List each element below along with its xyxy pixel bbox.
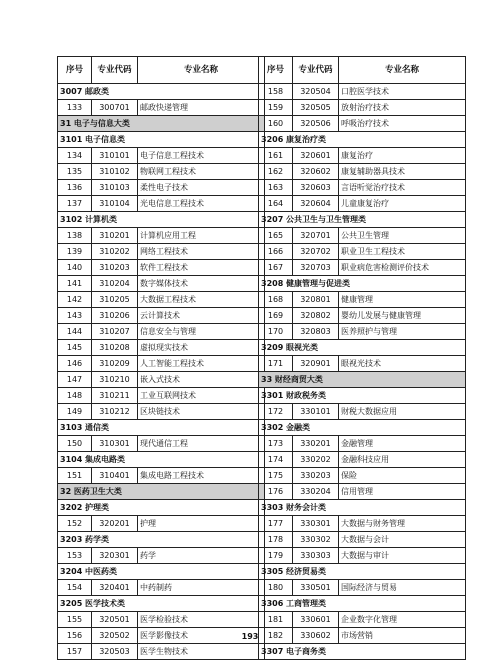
- code-cell: 310209: [92, 356, 138, 372]
- category-row: [259, 564, 466, 580]
- code-cell: 330203: [293, 468, 339, 484]
- seq-cell: 152: [58, 516, 92, 532]
- seq-cell: 138: [58, 228, 92, 244]
- seq-cell: 179: [259, 548, 293, 564]
- category-label: 3202 护理类: [58, 500, 265, 516]
- name-cell: 药学: [138, 548, 265, 564]
- table-row: [58, 100, 265, 116]
- major-category-row: [259, 372, 466, 388]
- category-label: 3205 医学技术类: [58, 596, 265, 612]
- category-row: [259, 276, 466, 292]
- seq-cell: 176: [259, 484, 293, 500]
- category-label: 3203 药学类: [58, 532, 265, 548]
- code-cell: 320401: [92, 580, 138, 596]
- name-cell: 大数据与财务管理: [339, 516, 466, 532]
- table-row: [58, 388, 265, 404]
- name-cell: 放射治疗技术: [339, 100, 466, 116]
- code-cell: 320701: [293, 228, 339, 244]
- code-cell: 330303: [293, 548, 339, 564]
- table-row: [58, 276, 265, 292]
- name-cell: 国际经济与贸易: [339, 580, 466, 596]
- name-cell: 金融管理: [339, 436, 466, 452]
- seq-cell: 137: [58, 196, 92, 212]
- header-row: [58, 57, 265, 84]
- code-cell: 310202: [92, 244, 138, 260]
- code-cell: 320506: [293, 116, 339, 132]
- category-label: 3303 财务会计类: [259, 500, 466, 516]
- category-row: [58, 84, 265, 100]
- category-row: [259, 388, 466, 404]
- seq-cell: 182: [259, 628, 293, 644]
- category-row: [259, 132, 466, 148]
- name-cell: 职业病危害检测评价技术: [339, 260, 466, 276]
- name-cell: 大数据与会计: [339, 532, 466, 548]
- seq-cell: 170: [259, 324, 293, 340]
- table-row: [259, 436, 466, 452]
- code-cell: 310207: [92, 324, 138, 340]
- name-cell: 信息安全与管理: [138, 324, 265, 340]
- category-label: 32 医药卫生大类: [58, 484, 265, 500]
- seq-cell: 149: [58, 404, 92, 420]
- name-cell: 集成电路工程技术: [138, 468, 265, 484]
- category-row: [259, 212, 466, 228]
- seq-cell: 135: [58, 164, 92, 180]
- seq-cell: 134: [58, 148, 92, 164]
- code-cell: 320505: [293, 100, 339, 116]
- seq-cell: 180: [259, 580, 293, 596]
- name-cell: 电子信息工程技术: [138, 148, 265, 164]
- table-row: [58, 548, 265, 564]
- name-cell: 光电信息工程技术: [138, 196, 265, 212]
- name-cell: 计算机应用工程: [138, 228, 265, 244]
- seq-cell: 164: [259, 196, 293, 212]
- table-row: [58, 372, 265, 388]
- page-number: 193: [241, 632, 259, 641]
- name-cell: 儿童康复治疗: [339, 196, 466, 212]
- category-row: [259, 644, 466, 660]
- seq-cell: 177: [259, 516, 293, 532]
- name-cell: 眼视光技术: [339, 356, 466, 372]
- seq-cell: 153: [58, 548, 92, 564]
- seq-cell: 147: [58, 372, 92, 388]
- left-table-body: [58, 84, 265, 660]
- table-row: [58, 164, 265, 180]
- category-label: 3302 金融类: [259, 420, 466, 436]
- table-row: [259, 228, 466, 244]
- code-cell: 310102: [92, 164, 138, 180]
- name-cell: 中药制药: [138, 580, 265, 596]
- seq-cell: 166: [259, 244, 293, 260]
- table-row: [58, 244, 265, 260]
- table-row: [58, 148, 265, 164]
- category-row: [259, 340, 466, 356]
- right-table: [258, 56, 465, 660]
- table-row: [58, 196, 265, 212]
- category-label: 3301 财政税务类: [259, 388, 466, 404]
- code-cell: 320501: [92, 612, 138, 628]
- name-cell: 柔性电子技术: [138, 180, 265, 196]
- code-cell: 310205: [92, 292, 138, 308]
- category-label: 3306 工商管理类: [259, 596, 466, 612]
- category-label: 3102 计算机类: [58, 212, 265, 228]
- left-table: [57, 56, 264, 660]
- name-cell: 医学生物技术: [138, 644, 265, 660]
- table-row: [58, 436, 265, 452]
- name-cell: 大数据工程技术: [138, 292, 265, 308]
- seq-cell: 172: [259, 404, 293, 420]
- table-row: [259, 548, 466, 564]
- name-cell: 软件工程技术: [138, 260, 265, 276]
- table-row: [259, 580, 466, 596]
- major-category-row: [58, 484, 265, 500]
- seq-cell: 159: [259, 100, 293, 116]
- table-row: [58, 644, 265, 660]
- code-cell: 310210: [92, 372, 138, 388]
- code-cell: 330602: [293, 628, 339, 644]
- name-cell: 言语听觉治疗技术: [339, 180, 466, 196]
- seq-cell: 163: [259, 180, 293, 196]
- header-name: 专业名称: [339, 57, 466, 84]
- category-label: 33 财经商贸大类: [259, 372, 466, 388]
- table-row: [58, 404, 265, 420]
- seq-cell: 154: [58, 580, 92, 596]
- code-cell: 330302: [293, 532, 339, 548]
- code-cell: 320201: [92, 516, 138, 532]
- table-row: [58, 516, 265, 532]
- name-cell: 网络工程技术: [138, 244, 265, 260]
- category-row: [58, 564, 265, 580]
- code-cell: 330101: [293, 404, 339, 420]
- category-row: [58, 132, 265, 148]
- name-cell: 公共卫生管理: [339, 228, 466, 244]
- seq-cell: 161: [259, 148, 293, 164]
- name-cell: 医学检验技术: [138, 612, 265, 628]
- seq-cell: 142: [58, 292, 92, 308]
- name-cell: 工业互联网技术: [138, 388, 265, 404]
- code-cell: 320901: [293, 356, 339, 372]
- code-cell: 320504: [293, 84, 339, 100]
- code-cell: 330601: [293, 612, 339, 628]
- table-row: [58, 324, 265, 340]
- code-cell: 310201: [92, 228, 138, 244]
- table-row: [259, 452, 466, 468]
- major-category-row: [58, 116, 265, 132]
- table-row: [58, 292, 265, 308]
- category-label: 3207 公共卫生与卫生管理类: [259, 212, 466, 228]
- seq-cell: 144: [58, 324, 92, 340]
- seq-cell: 150: [58, 436, 92, 452]
- name-cell: 康复治疗: [339, 148, 466, 164]
- table-row: [259, 148, 466, 164]
- seq-cell: 141: [58, 276, 92, 292]
- code-cell: 320601: [293, 148, 339, 164]
- table-row: [58, 228, 265, 244]
- seq-cell: 139: [58, 244, 92, 260]
- code-cell: 330501: [293, 580, 339, 596]
- code-cell: 320801: [293, 292, 339, 308]
- header-seq: 序号: [58, 57, 92, 84]
- code-cell: 330202: [293, 452, 339, 468]
- code-cell: 330301: [293, 516, 339, 532]
- table-row: [259, 260, 466, 276]
- table-row: [259, 100, 466, 116]
- seq-cell: 136: [58, 180, 92, 196]
- code-cell: 320301: [92, 548, 138, 564]
- table-row: [259, 612, 466, 628]
- seq-cell: 140: [58, 260, 92, 276]
- code-cell: 310211: [92, 388, 138, 404]
- table-row: [58, 260, 265, 276]
- seq-cell: 155: [58, 612, 92, 628]
- category-label: 3206 康复治疗类: [259, 132, 466, 148]
- seq-cell: 151: [58, 468, 92, 484]
- name-cell: 市场营销: [339, 628, 466, 644]
- code-cell: 330204: [293, 484, 339, 500]
- header-code: 专业代码: [92, 57, 138, 84]
- right-table-body: [259, 84, 466, 660]
- seq-cell: 162: [259, 164, 293, 180]
- table-row: [259, 356, 466, 372]
- seq-cell: 175: [259, 468, 293, 484]
- table-row: [259, 180, 466, 196]
- name-cell: 婴幼儿发展与健康管理: [339, 308, 466, 324]
- table-row: [259, 484, 466, 500]
- category-label: 3101 电子信息类: [58, 132, 265, 148]
- code-cell: 320603: [293, 180, 339, 196]
- header-seq: 序号: [259, 57, 293, 84]
- table-row: [58, 468, 265, 484]
- category-row: [58, 212, 265, 228]
- category-row: [58, 500, 265, 516]
- category-row: [259, 596, 466, 612]
- code-cell: 320803: [293, 324, 339, 340]
- table-row: [259, 292, 466, 308]
- code-cell: 320502: [92, 628, 138, 644]
- name-cell: 医学影像技术: [138, 628, 265, 644]
- category-row: [58, 452, 265, 468]
- name-cell: 护理: [138, 516, 265, 532]
- header-name: 专业名称: [138, 57, 265, 84]
- seq-cell: 167: [259, 260, 293, 276]
- code-cell: 310104: [92, 196, 138, 212]
- table-row: [259, 404, 466, 420]
- code-cell: 310401: [92, 468, 138, 484]
- header-row: [259, 57, 466, 84]
- code-cell: 300701: [92, 100, 138, 116]
- category-label: 3305 经济贸易类: [259, 564, 466, 580]
- name-cell: 职业卫生工程技术: [339, 244, 466, 260]
- seq-cell: 178: [259, 532, 293, 548]
- category-label: 3208 健康管理与促进类: [259, 276, 466, 292]
- code-cell: 310301: [92, 436, 138, 452]
- code-cell: 320604: [293, 196, 339, 212]
- code-cell: 320702: [293, 244, 339, 260]
- category-label: 3204 中医药类: [58, 564, 265, 580]
- code-cell: 330201: [293, 436, 339, 452]
- table-row: [58, 612, 265, 628]
- name-cell: 嵌入式技术: [138, 372, 265, 388]
- name-cell: 人工智能工程技术: [138, 356, 265, 372]
- table-row: [259, 84, 466, 100]
- name-cell: 现代通信工程: [138, 436, 265, 452]
- header-code: 专业代码: [293, 57, 339, 84]
- code-cell: 310208: [92, 340, 138, 356]
- table-row: [58, 580, 265, 596]
- code-cell: 310206: [92, 308, 138, 324]
- category-label: 3007 邮政类: [58, 84, 265, 100]
- table-row: [259, 468, 466, 484]
- category-row: [259, 500, 466, 516]
- seq-cell: 160: [259, 116, 293, 132]
- name-cell: 邮政快递管理: [138, 100, 265, 116]
- name-cell: 企业数字化管理: [339, 612, 466, 628]
- seq-cell: 181: [259, 612, 293, 628]
- code-cell: 310103: [92, 180, 138, 196]
- name-cell: 信用管理: [339, 484, 466, 500]
- code-cell: 320503: [92, 644, 138, 660]
- name-cell: 健康管理: [339, 292, 466, 308]
- seq-cell: 157: [58, 644, 92, 660]
- seq-cell: 165: [259, 228, 293, 244]
- name-cell: 云计算技术: [138, 308, 265, 324]
- category-row: [58, 596, 265, 612]
- table-row: [259, 308, 466, 324]
- seq-cell: 133: [58, 100, 92, 116]
- code-cell: 310203: [92, 260, 138, 276]
- table-row: [259, 516, 466, 532]
- category-row: [259, 420, 466, 436]
- table-row: [58, 356, 265, 372]
- seq-cell: 168: [259, 292, 293, 308]
- name-cell: 大数据与审计: [339, 548, 466, 564]
- table-row: [259, 244, 466, 260]
- name-cell: 财税大数据应用: [339, 404, 466, 420]
- category-label: 31 电子与信息大类: [58, 116, 265, 132]
- code-cell: 310212: [92, 404, 138, 420]
- table-row: [259, 116, 466, 132]
- seq-cell: 171: [259, 356, 293, 372]
- code-cell: 320602: [293, 164, 339, 180]
- name-cell: 虚拟现实技术: [138, 340, 265, 356]
- seq-cell: 173: [259, 436, 293, 452]
- seq-cell: 148: [58, 388, 92, 404]
- seq-cell: 143: [58, 308, 92, 324]
- name-cell: 物联网工程技术: [138, 164, 265, 180]
- name-cell: 数字媒体技术: [138, 276, 265, 292]
- table-row: [259, 164, 466, 180]
- table-row: [259, 324, 466, 340]
- code-cell: 310101: [92, 148, 138, 164]
- name-cell: 医养照护与管理: [339, 324, 466, 340]
- table-row: [259, 532, 466, 548]
- seq-cell: 169: [259, 308, 293, 324]
- seq-cell: 156: [58, 628, 92, 644]
- name-cell: 保险: [339, 468, 466, 484]
- category-label: 3307 电子商务类: [259, 644, 466, 660]
- table-row: [58, 308, 265, 324]
- seq-cell: 158: [259, 84, 293, 100]
- name-cell: 康复辅助器具技术: [339, 164, 466, 180]
- category-label: 3209 眼视光类: [259, 340, 466, 356]
- table-row: [259, 196, 466, 212]
- table-row: [58, 180, 265, 196]
- category-row: [58, 420, 265, 436]
- name-cell: 呼吸治疗技术: [339, 116, 466, 132]
- name-cell: 口腔医学技术: [339, 84, 466, 100]
- code-cell: 320703: [293, 260, 339, 276]
- category-label: 3104 集成电路类: [58, 452, 265, 468]
- seq-cell: 146: [58, 356, 92, 372]
- code-cell: 320802: [293, 308, 339, 324]
- name-cell: 金融科技应用: [339, 452, 466, 468]
- code-cell: 310204: [92, 276, 138, 292]
- category-row: [58, 532, 265, 548]
- table-row: [58, 340, 265, 356]
- name-cell: 区块链技术: [138, 404, 265, 420]
- seq-cell: 174: [259, 452, 293, 468]
- category-label: 3103 通信类: [58, 420, 265, 436]
- seq-cell: 145: [58, 340, 92, 356]
